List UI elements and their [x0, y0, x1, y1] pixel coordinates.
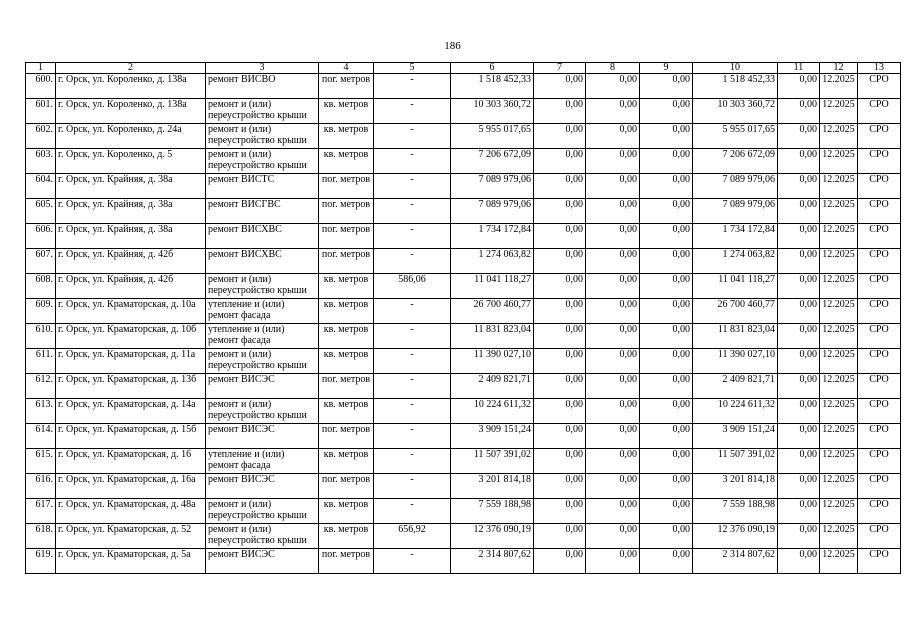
work-type-cell: ремонт и (или) переустройство крыши [206, 524, 319, 549]
cost-cell: 0,00 [586, 99, 640, 124]
total-cost-cell: 5 955 017,65 [451, 124, 534, 149]
cost-cell: 0,00 [534, 474, 586, 499]
work-type-cell: ремонт и (или) переустройство крыши [206, 124, 319, 149]
method-cell: СРО [858, 549, 901, 574]
total-cost-cell: 7 089 979,06 [451, 199, 534, 224]
address-cell: г. Орск, ул. Крайняя, д. 38а [56, 174, 206, 199]
unit-cell: пог. метров [319, 224, 374, 249]
unit-cell: кв. метров [319, 399, 374, 424]
row-number-cell: 601. [26, 99, 56, 124]
area-cell: - [374, 124, 451, 149]
cost-cell: 0,00 [586, 524, 640, 549]
unit-cell: пог. метров [319, 74, 374, 99]
area-cell: - [374, 199, 451, 224]
deadline-cell: 12.2025 [820, 149, 858, 174]
cost-cell: 0,00 [534, 424, 586, 449]
unit-cell: кв. метров [319, 449, 374, 474]
address-cell: г. Орск, ул. Краматорская, д. 48а [56, 499, 206, 524]
deadline-cell: 12.2025 [820, 74, 858, 99]
table-row [26, 74, 901, 99]
cost-cell: 0,00 [586, 374, 640, 399]
deadline-cell: 12.2025 [820, 274, 858, 299]
cost-cell: 0,00 [586, 249, 640, 274]
total-cost-cell: 11 390 027,10 [451, 349, 534, 374]
table-row [26, 299, 901, 324]
deadline-cell: 12.2025 [820, 449, 858, 474]
column-header: 5 [374, 63, 451, 74]
table-row [26, 449, 901, 474]
cost-cell: 0,00 [778, 174, 820, 199]
deadline-cell: 12.2025 [820, 474, 858, 499]
cost-cell: 0,00 [534, 524, 586, 549]
deadline-cell: 12.2025 [820, 299, 858, 324]
cost-cell: 26 700 460,77 [693, 299, 778, 324]
cost-cell: 0,00 [640, 124, 693, 149]
work-type-cell: ремонт и (или) переустройство крыши [206, 399, 319, 424]
work-type-cell: ремонт и (или) переустройство крыши [206, 149, 319, 174]
method-cell: СРО [858, 399, 901, 424]
method-cell: СРО [858, 174, 901, 199]
total-cost-cell: 12 376 090,19 [451, 524, 534, 549]
unit-cell: пог. метров [319, 474, 374, 499]
work-type-cell: утепление и (или) ремонт фасада [206, 324, 319, 349]
area-cell: - [374, 224, 451, 249]
cost-cell: 0,00 [640, 449, 693, 474]
method-cell: СРО [858, 199, 901, 224]
total-cost-cell: 11 831 823,04 [451, 324, 534, 349]
cost-cell: 0,00 [778, 74, 820, 99]
cost-cell: 0,00 [586, 174, 640, 199]
unit-cell: пог. метров [319, 424, 374, 449]
cost-cell: 0,00 [534, 224, 586, 249]
cost-cell: 0,00 [534, 249, 586, 274]
cost-cell: 0,00 [534, 374, 586, 399]
area-cell: - [374, 99, 451, 124]
cost-cell: 1 274 063,82 [693, 249, 778, 274]
method-cell: СРО [858, 74, 901, 99]
unit-cell: кв. метров [319, 149, 374, 174]
row-number-cell: 617. [26, 499, 56, 524]
row-number-cell: 605. [26, 199, 56, 224]
table-body [26, 74, 901, 574]
cost-cell: 7 089 979,06 [693, 174, 778, 199]
cost-cell: 1 518 452,33 [693, 74, 778, 99]
row-number-cell: 618. [26, 524, 56, 549]
row-number-cell: 607. [26, 249, 56, 274]
cost-cell: 0,00 [534, 199, 586, 224]
method-cell: СРО [858, 524, 901, 549]
cost-cell: 0,00 [778, 399, 820, 424]
deadline-cell: 12.2025 [820, 249, 858, 274]
deadline-cell: 12.2025 [820, 324, 858, 349]
column-header: 13 [858, 63, 901, 74]
cost-cell: 0,00 [640, 349, 693, 374]
cost-cell: 0,00 [586, 199, 640, 224]
cost-cell: 0,00 [778, 199, 820, 224]
row-number-cell: 608. [26, 274, 56, 299]
row-number-cell: 615. [26, 449, 56, 474]
total-cost-cell: 7 206 672,09 [451, 149, 534, 174]
cost-cell: 0,00 [586, 549, 640, 574]
method-cell: СРО [858, 149, 901, 174]
deadline-cell: 12.2025 [820, 549, 858, 574]
deadline-cell: 12.2025 [820, 399, 858, 424]
total-cost-cell: 10 224 611,32 [451, 399, 534, 424]
cost-cell: 0,00 [586, 299, 640, 324]
column-header: 3 [206, 63, 319, 74]
cost-cell: 0,00 [534, 274, 586, 299]
cost-cell: 5 955 017,65 [693, 124, 778, 149]
cost-cell: 0,00 [640, 149, 693, 174]
cost-cell: 7 559 188,98 [693, 499, 778, 524]
row-number-cell: 619. [26, 549, 56, 574]
unit-cell: пог. метров [319, 174, 374, 199]
row-number-cell: 603. [26, 149, 56, 174]
work-type-cell: ремонт ВИСЭС [206, 374, 319, 399]
cost-cell: 10 224 611,32 [693, 399, 778, 424]
cost-cell: 0,00 [640, 249, 693, 274]
method-cell: СРО [858, 424, 901, 449]
unit-cell: пог. метров [319, 199, 374, 224]
address-cell: г. Орск, ул. Короленко, д. 138а [56, 74, 206, 99]
total-cost-cell: 10 303 360,72 [451, 99, 534, 124]
address-cell: г. Орск, ул. Крайняя, д. 42б [56, 249, 206, 274]
cost-cell: 0,00 [586, 224, 640, 249]
cost-cell: 0,00 [778, 524, 820, 549]
column-header: 12 [820, 63, 858, 74]
total-cost-cell: 26 700 460,77 [451, 299, 534, 324]
table-row [26, 499, 901, 524]
cost-cell: 0,00 [534, 449, 586, 474]
cost-cell: 0,00 [534, 549, 586, 574]
column-header: 11 [778, 63, 820, 74]
deadline-cell: 12.2025 [820, 224, 858, 249]
work-type-cell: ремонт ВИСЭС [206, 474, 319, 499]
method-cell: СРО [858, 374, 901, 399]
cost-cell: 0,00 [640, 224, 693, 249]
cost-cell: 0,00 [778, 224, 820, 249]
table-row [26, 224, 901, 249]
cost-cell: 0,00 [778, 124, 820, 149]
deadline-cell: 12.2025 [820, 349, 858, 374]
table-row [26, 374, 901, 399]
method-cell: СРО [858, 449, 901, 474]
column-header: 2 [56, 63, 206, 74]
cost-cell: 1 734 172,84 [693, 224, 778, 249]
cost-cell: 0,00 [640, 174, 693, 199]
area-cell: - [374, 149, 451, 174]
cost-cell: 0,00 [534, 399, 586, 424]
cost-cell: 3 909 151,24 [693, 424, 778, 449]
page-number: 186 [444, 40, 461, 52]
cost-cell: 0,00 [534, 174, 586, 199]
cost-cell: 0,00 [534, 349, 586, 374]
unit-cell: пог. метров [319, 249, 374, 274]
column-header: 7 [534, 63, 586, 74]
total-cost-cell: 3 201 814,18 [451, 474, 534, 499]
cost-cell: 0,00 [778, 374, 820, 399]
cost-cell: 12 376 090,19 [693, 524, 778, 549]
cost-cell: 11 507 391,02 [693, 449, 778, 474]
cost-cell: 0,00 [778, 499, 820, 524]
cost-cell: 0,00 [586, 424, 640, 449]
cost-cell: 0,00 [534, 499, 586, 524]
cost-cell: 0,00 [586, 274, 640, 299]
cost-cell: 0,00 [640, 374, 693, 399]
table-row [26, 549, 901, 574]
cost-cell: 0,00 [534, 74, 586, 99]
cost-cell: 0,00 [640, 424, 693, 449]
deadline-cell: 12.2025 [820, 424, 858, 449]
cost-cell: 0,00 [778, 324, 820, 349]
column-header: 4 [319, 63, 374, 74]
cost-cell: 0,00 [778, 474, 820, 499]
total-cost-cell: 3 909 151,24 [451, 424, 534, 449]
total-cost-cell: 2 314 807,62 [451, 549, 534, 574]
area-cell: - [374, 374, 451, 399]
area-cell: - [374, 549, 451, 574]
address-cell: г. Орск, ул. Короленко, д. 138а [56, 99, 206, 124]
table-row [26, 149, 901, 174]
address-cell: г. Орск, ул. Краматорская, д. 16 [56, 449, 206, 474]
address-cell: г. Орск, ул. Краматорская, д. 14а [56, 399, 206, 424]
address-cell: г. Орск, ул. Краматорская, д. 13б [56, 374, 206, 399]
row-number-cell: 616. [26, 474, 56, 499]
row-number-cell: 614. [26, 424, 56, 449]
address-cell: г. Орск, ул. Краматорская, д. 10б [56, 324, 206, 349]
column-header: 6 [451, 63, 534, 74]
address-cell: г. Орск, ул. Короленко, д. 24а [56, 124, 206, 149]
unit-cell: кв. метров [319, 349, 374, 374]
work-type-cell: утепление и (или) ремонт фасада [206, 449, 319, 474]
cost-cell: 0,00 [640, 299, 693, 324]
cost-cell: 0,00 [778, 149, 820, 174]
unit-cell: кв. метров [319, 124, 374, 149]
method-cell: СРО [858, 324, 901, 349]
work-type-cell: утепление и (или) ремонт фасада [206, 299, 319, 324]
address-cell: г. Орск, ул. Крайняя, д. 38а [56, 224, 206, 249]
table-row [26, 474, 901, 499]
work-type-cell: ремонт и (или) переустройство крыши [206, 99, 319, 124]
cost-cell: 3 201 814,18 [693, 474, 778, 499]
table-row [26, 424, 901, 449]
row-number-cell: 613. [26, 399, 56, 424]
cost-cell: 0,00 [778, 449, 820, 474]
area-cell: 656,92 [374, 524, 451, 549]
method-cell: СРО [858, 499, 901, 524]
cost-cell: 7 089 979,06 [693, 199, 778, 224]
cost-cell: 0,00 [640, 499, 693, 524]
method-cell: СРО [858, 224, 901, 249]
row-number-cell: 610. [26, 324, 56, 349]
table-row [26, 349, 901, 374]
method-cell: СРО [858, 349, 901, 374]
area-cell: - [374, 299, 451, 324]
row-number-cell: 606. [26, 224, 56, 249]
cost-cell: 0,00 [586, 324, 640, 349]
column-header: 1 [26, 63, 56, 74]
area-cell: - [374, 449, 451, 474]
address-cell: г. Орск, ул. Крайняя, д. 42б [56, 274, 206, 299]
cost-cell: 0,00 [534, 299, 586, 324]
cost-cell: 2 409 821,71 [693, 374, 778, 399]
row-number-cell: 609. [26, 299, 56, 324]
area-cell: - [374, 399, 451, 424]
table-row [26, 174, 901, 199]
cost-cell: 0,00 [778, 299, 820, 324]
work-type-cell: ремонт ВИСЭС [206, 549, 319, 574]
column-header: 10 [693, 63, 778, 74]
method-cell: СРО [858, 99, 901, 124]
unit-cell: кв. метров [319, 324, 374, 349]
cost-cell: 0,00 [534, 324, 586, 349]
row-number-cell: 612. [26, 374, 56, 399]
method-cell: СРО [858, 274, 901, 299]
cost-cell: 0,00 [778, 424, 820, 449]
cost-cell: 7 206 672,09 [693, 149, 778, 174]
area-cell: - [374, 249, 451, 274]
method-cell: СРО [858, 299, 901, 324]
cost-cell: 0,00 [586, 449, 640, 474]
works-table [25, 62, 901, 574]
table-row [26, 249, 901, 274]
address-cell: г. Орск, ул. Краматорская, д. 52 [56, 524, 206, 549]
address-cell: г. Орск, ул. Краматорская, д. 11а [56, 349, 206, 374]
cost-cell: 0,00 [640, 324, 693, 349]
table-row [26, 399, 901, 424]
table-row [26, 99, 901, 124]
total-cost-cell: 7 089 979,06 [451, 174, 534, 199]
deadline-cell: 12.2025 [820, 99, 858, 124]
deadline-cell: 12.2025 [820, 499, 858, 524]
total-cost-cell: 11 041 118,27 [451, 274, 534, 299]
address-cell: г. Орск, ул. Краматорская, д. 15б [56, 424, 206, 449]
cost-cell: 11 041 118,27 [693, 274, 778, 299]
cost-cell: 10 303 360,72 [693, 99, 778, 124]
method-cell: СРО [858, 474, 901, 499]
deadline-cell: 12.2025 [820, 174, 858, 199]
work-type-cell: ремонт ВИСЭС [206, 424, 319, 449]
cost-cell: 0,00 [778, 274, 820, 299]
column-header: 9 [640, 63, 693, 74]
cost-cell: 11 390 027,10 [693, 349, 778, 374]
cost-cell: 0,00 [534, 99, 586, 124]
work-type-cell: ремонт ВИСХВС [206, 249, 319, 274]
unit-cell: кв. метров [319, 99, 374, 124]
column-header: 8 [586, 63, 640, 74]
unit-cell: кв. метров [319, 499, 374, 524]
unit-cell: пог. метров [319, 549, 374, 574]
area-cell: 586,06 [374, 274, 451, 299]
column-number-row [26, 63, 901, 74]
total-cost-cell: 1 734 172,84 [451, 224, 534, 249]
row-number-cell: 600. [26, 74, 56, 99]
cost-cell: 0,00 [586, 349, 640, 374]
address-cell: г. Орск, ул. Краматорская, д. 16а [56, 474, 206, 499]
cost-cell: 0,00 [586, 124, 640, 149]
cost-cell: 0,00 [586, 399, 640, 424]
row-number-cell: 602. [26, 124, 56, 149]
area-cell: - [374, 74, 451, 99]
cost-cell: 0,00 [640, 199, 693, 224]
address-cell: г. Орск, ул. Краматорская, д. 5а [56, 549, 206, 574]
cost-cell: 0,00 [778, 99, 820, 124]
total-cost-cell: 7 559 188,98 [451, 499, 534, 524]
cost-cell: 0,00 [640, 99, 693, 124]
row-number-cell: 604. [26, 174, 56, 199]
cost-cell: 0,00 [640, 474, 693, 499]
deadline-cell: 12.2025 [820, 374, 858, 399]
unit-cell: кв. метров [319, 299, 374, 324]
cost-cell: 11 831 823,04 [693, 324, 778, 349]
method-cell: СРО [858, 124, 901, 149]
cost-cell: 0,00 [640, 549, 693, 574]
work-type-cell: ремонт и (или) переустройство крыши [206, 349, 319, 374]
unit-cell: кв. метров [319, 274, 374, 299]
total-cost-cell: 11 507 391,02 [451, 449, 534, 474]
cost-cell: 0,00 [534, 149, 586, 174]
work-type-cell: ремонт ВИСВО [206, 74, 319, 99]
cost-cell: 0,00 [778, 249, 820, 274]
cost-cell: 0,00 [778, 349, 820, 374]
area-cell: - [374, 499, 451, 524]
work-type-cell: ремонт и (или) переустройство крыши [206, 499, 319, 524]
table-row [26, 324, 901, 349]
deadline-cell: 12.2025 [820, 524, 858, 549]
unit-cell: кв. метров [319, 524, 374, 549]
area-cell: - [374, 174, 451, 199]
work-type-cell: ремонт ВИСТС [206, 174, 319, 199]
cost-cell: 0,00 [640, 274, 693, 299]
area-cell: - [374, 474, 451, 499]
table-row [26, 524, 901, 549]
table-row [26, 199, 901, 224]
area-cell: - [374, 349, 451, 374]
deadline-cell: 12.2025 [820, 124, 858, 149]
table-row [26, 274, 901, 299]
cost-cell: 0,00 [586, 149, 640, 174]
cost-cell: 0,00 [534, 124, 586, 149]
address-cell: г. Орск, ул. Крайняя, д. 38а [56, 199, 206, 224]
address-cell: г. Орск, ул. Короленко, д. 5 [56, 149, 206, 174]
cost-cell: 0,00 [586, 499, 640, 524]
row-number-cell: 611. [26, 349, 56, 374]
work-type-cell: ремонт ВИСХВС [206, 224, 319, 249]
total-cost-cell: 1 274 063,82 [451, 249, 534, 274]
cost-cell: 0,00 [778, 549, 820, 574]
cost-cell: 0,00 [640, 399, 693, 424]
cost-cell: 2 314 807,62 [693, 549, 778, 574]
area-cell: - [374, 324, 451, 349]
cost-cell: 0,00 [640, 524, 693, 549]
table-row [26, 124, 901, 149]
deadline-cell: 12.2025 [820, 199, 858, 224]
cost-cell: 0,00 [640, 74, 693, 99]
address-cell: г. Орск, ул. Краматорская, д. 10а [56, 299, 206, 324]
area-cell: - [374, 424, 451, 449]
cost-cell: 0,00 [586, 474, 640, 499]
method-cell: СРО [858, 249, 901, 274]
cost-cell: 0,00 [586, 74, 640, 99]
unit-cell: пог. метров [319, 374, 374, 399]
total-cost-cell: 1 518 452,33 [451, 74, 534, 99]
total-cost-cell: 2 409 821,71 [451, 374, 534, 399]
work-type-cell: ремонт и (или) переустройство крыши [206, 274, 319, 299]
work-type-cell: ремонт ВИСГВС [206, 199, 319, 224]
